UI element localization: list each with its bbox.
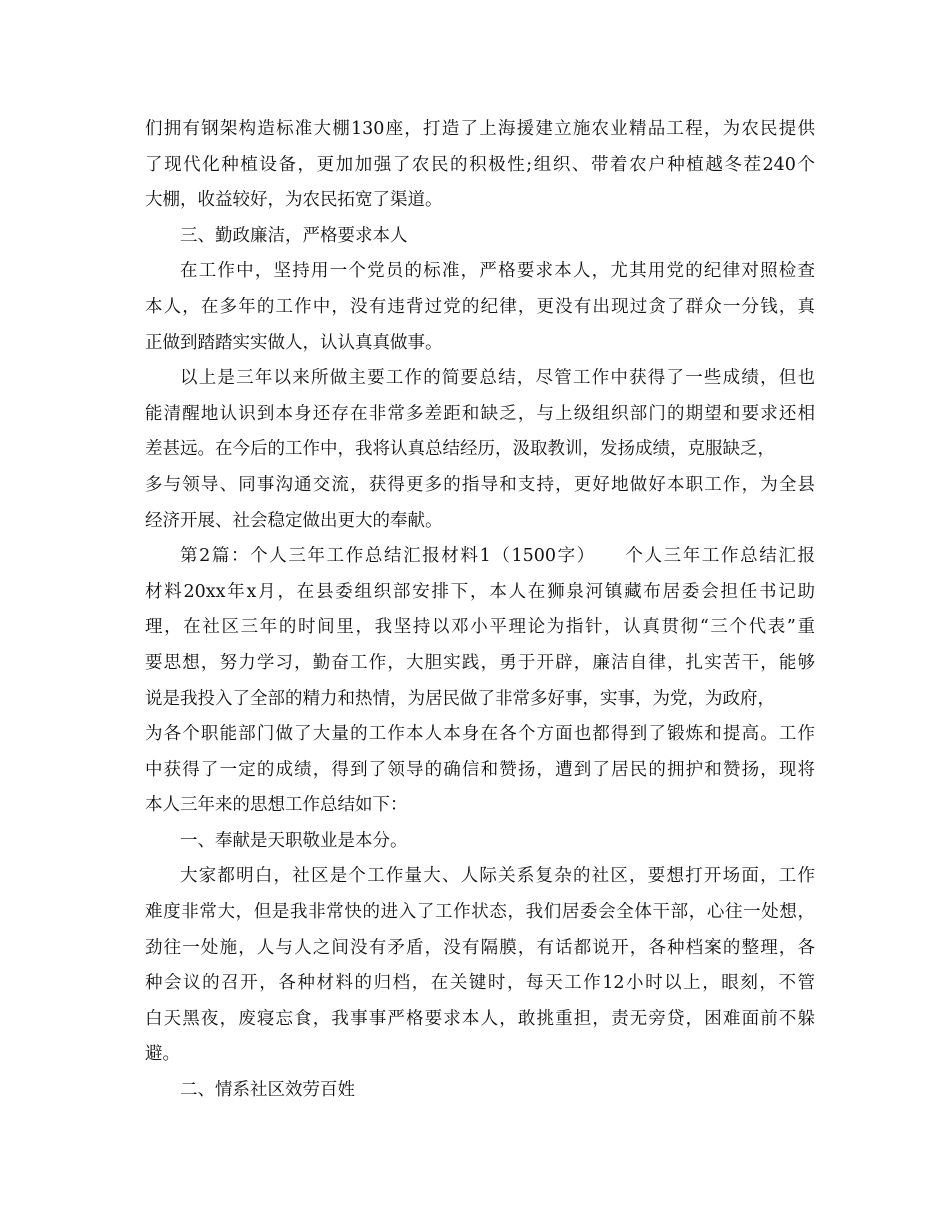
text-line: 正做到踏踏实实做人，认认真真做事。 <box>145 332 443 353</box>
text-line: 大家都明白，社区是个工作量大、人际关系复杂的社区，要想打开场面，工作 <box>180 866 815 887</box>
text-line: 劲往一处施，人与人之间没有矛盾，没有隔膜，有话都说开，各种档案的整理，各 <box>145 937 815 958</box>
text-line: 能清醒地认识到本身还存在非常多差距和缺乏，与上级组织部门的期望和要求还相 <box>145 403 815 424</box>
section-heading: 二、情系社区效劳百姓 <box>180 1080 355 1101</box>
text-line: 为各个职能部门做了大量的工作本人本身在各个方面也都得到了锻炼和提高。工作 <box>145 724 815 745</box>
text-line: 种会议的召开，各种材料的归档，在关键时，每天工作12小时以上，眼刻，不管 <box>145 973 815 994</box>
text-line: 材料20xx年x月，在县委组织部安排下，本人在狮泉河镇藏布居委会担任书记助 <box>145 581 815 602</box>
text-line: 本人三年来的思想工作总结如下： <box>145 795 408 816</box>
text-line: 中获得了一定的成绩，得到了领导的确信和赞扬，遭到了居民的拥护和赞扬，现将 <box>145 759 815 780</box>
text-line: 在工作中，坚持用一个党员的标准，严格要求本人，尤其用党的纪律对照检查 <box>180 261 815 282</box>
text-line: 以上是三年以来所做主要工作的简要总结，尽管工作中获得了一些成绩，但也 <box>180 368 815 389</box>
text-line: 差甚远。在今后的工作中，我将认真总结经历，汲取教训，发扬成绩，克服缺乏， <box>145 439 775 460</box>
text-line: 说是我投入了全部的精力和热情，为居民做了非常多好事，实事，为党，为政府， <box>145 688 775 709</box>
text-line: 了现代化种植设备，更加加强了农民的积极性;组织、带着农户种植越冬茬240个 <box>145 154 815 175</box>
text-line: 本人，在多年的工作中，没有违背过党的纪律，更没有出现过贪了群众一分钱，真 <box>145 296 815 317</box>
text-line: 多与领导、同事沟通交流，获得更多的指导和支持，更好地做好本职工作，为全县 <box>145 474 815 495</box>
section-heading: 三、勤政廉洁，严格要求本人 <box>180 225 408 246</box>
text-line: 经济开展、社会稳定做出更大的奉献。 <box>145 510 443 531</box>
article-heading-line: 第2篇：个人三年工作总结汇报材料1（1500字） 个人三年工作总结汇报 <box>180 546 815 567</box>
text-line: 白天黑夜，废寝忘食，我事事严格要求本人，敢挑重担，责无旁贷，困难面前不躲 <box>145 1008 815 1029</box>
text-line: 大棚，收益较好，为农民拓宽了渠道。 <box>145 190 443 211</box>
section-heading: 一、奉献是天职敬业是本分。 <box>180 830 408 851</box>
text-line: 避。 <box>145 1044 180 1065</box>
document-body <box>145 112 815 1109</box>
text-line: 要思想，努力学习，勤奋工作，大胆实践，勇于开辟，廉洁自律，扎实苦干，能够 <box>145 652 815 673</box>
text-line: 们拥有钢架构造标准大棚130座，打造了上海援建立施农业精品工程，为农民提供 <box>145 119 815 139</box>
text-line: 难度非常大，但是我非常快的进入了工作状态，我们居委会全体干部，心往一处想， <box>145 902 815 923</box>
text-line: 理，在社区三年的时间里，我坚持以邓小平理论为指针，认真贯彻“三个代表”重 <box>145 617 815 638</box>
